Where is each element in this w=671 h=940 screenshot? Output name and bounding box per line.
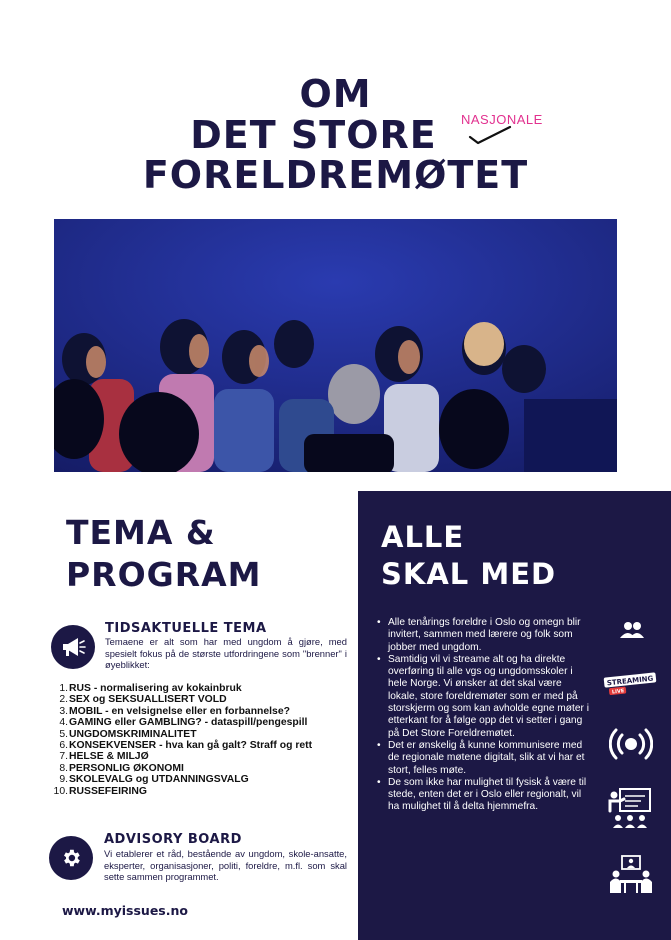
presentation-icon — [608, 787, 652, 829]
title-line-1: OM — [299, 72, 372, 116]
checkmark-icon — [468, 125, 512, 145]
tema-heading-line-1: TEMA & — [66, 513, 216, 552]
list-item: • Alle tenårings foreldre i Oslo og omegn blir invitert, sammen med lærere og folk som jobber med ungdom. — [375, 617, 591, 654]
alle-bullets — [375, 617, 591, 814]
audience-photo — [54, 219, 617, 472]
list-item: 2. SEX og SEKSUALLISERT VOLD — [59, 694, 227, 706]
list-item: 9. SKOLEVALG og UTDANNINGSVALG — [59, 774, 249, 786]
section-heading-advisory: ADVISORY BOARD — [104, 832, 242, 847]
list-item: 6. KONSEKVENSER - hva kan gå galt? Straff og rett — [59, 740, 313, 752]
list-item: 4. GAMING eller GAMBLING? - dataspill/pengespill — [59, 717, 308, 729]
nasjonale-tag: NASJONALE — [461, 112, 543, 127]
list-item: • Samtidig vil vi streame alt og ha direkte overføring til alle vgs og ungdomsskoler i hele Norge. Vi ønsker at det skal være lokale, store foreldremøter som er med på storskjerm og som kan avholde egne møter i etterkant for å følge opp det vi setter i gang på Det Store Foreldremøtet. — [375, 654, 591, 740]
list-item: 8. PERSONLIG ØKONOMI — [59, 762, 184, 774]
gear-icon — [49, 836, 93, 880]
tema-heading-line-2: PROGRAM — [66, 555, 262, 594]
megaphone-icon — [51, 625, 95, 669]
tema-list — [52, 683, 312, 797]
title-line-3: FORELDREMØTET — [142, 153, 529, 197]
title-line-2: DET STORE — [190, 113, 437, 157]
section-text-advisory: Vi etablerer et råd, bestående av ungdom, skole-ansatte, eksperter, organisasjoner, politi, foreldre, m.fl. som skal sette sammen programmet. — [104, 848, 347, 882]
alle-heading — [381, 519, 556, 593]
list-item: • Det er ønskelig å kunne kommunisere med de regionale møtene digitalt, slik at vi har et stort, felles møte. — [375, 740, 591, 777]
section-heading-tidsaktuelle: TIDSAKTUELLE TEMA — [105, 621, 267, 636]
alle-heading-line-1: ALLE — [381, 520, 465, 554]
live-label: LIVE — [611, 688, 625, 696]
streaming-label: STREAMING — [606, 674, 654, 688]
section-text-tidsaktuelle: Temaene er alt som har med ungdom å gjøre, med spesielt fokus på de største utfordringene som "brenner" i øyeblikket: — [105, 636, 347, 670]
list-item: 3. MOBIL - en velsignelse eller en forbannelse? — [59, 705, 290, 717]
video-meeting-icon — [608, 855, 654, 895]
streaming-live-icon — [602, 671, 658, 697]
list-item: 10. RUSSEFEIRING — [53, 785, 147, 797]
list-item: • De som ikke har mulighet til fysisk å være til stede, enten det er i Oslo eller regionalt, vil ha mulighet til å delta hjemmefra. — [375, 777, 591, 814]
alle-heading-line-2: SKAL MED — [381, 557, 557, 591]
list-item: 5. UNGDOMSKRIMINALITET — [59, 728, 197, 740]
tema-heading — [66, 512, 262, 596]
website-url[interactable]: www.myissues.no — [62, 903, 188, 918]
list-item: 1. RUS - normalisering av kokainbruk — [59, 683, 242, 694]
people-icon — [617, 619, 647, 641]
broadcast-icon — [609, 726, 653, 762]
list-item: 7. HELSE & MILJØ — [59, 751, 149, 763]
